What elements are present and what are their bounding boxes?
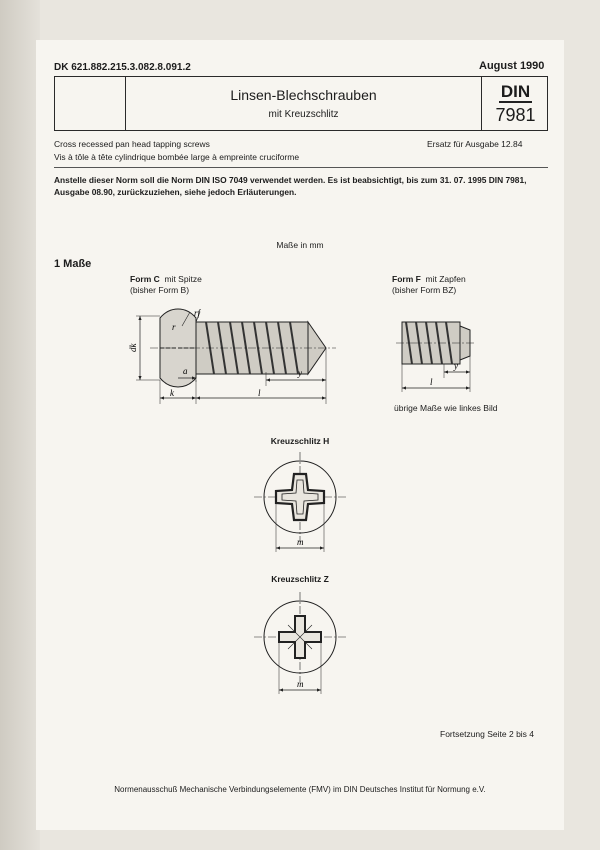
replacement-note: Ersatz für Ausgabe 12.84 bbox=[427, 139, 523, 149]
continuation-note: Fortsetzung Seite 2 bis 4 bbox=[440, 729, 535, 739]
dim-label-a: a bbox=[183, 366, 188, 376]
dim-label-r: r bbox=[172, 322, 176, 332]
units-note: Maße in mm bbox=[276, 240, 324, 250]
din-number: 7981 bbox=[495, 105, 536, 125]
document-title: Linsen-Blechschrauben bbox=[230, 87, 377, 103]
title-english: Cross recessed pan head tapping screws bbox=[54, 139, 210, 149]
dim-label-dk: dk bbox=[128, 343, 138, 352]
dim-label-l: l bbox=[258, 388, 261, 398]
recess-z-caption: Kreuzschlitz Z bbox=[271, 574, 329, 584]
form-c-previous: (bisher Form B) bbox=[130, 285, 190, 295]
udc-number: DK 621.882.215.3.082.8.091.2 bbox=[54, 62, 191, 73]
document-subtitle: mit Kreuzschlitz bbox=[268, 109, 339, 120]
form-f-previous: (bisher Form BZ) bbox=[392, 285, 457, 295]
form-f-dim-label-y: y bbox=[454, 361, 458, 371]
dim-label-rf: rf bbox=[194, 308, 201, 318]
form-f-screw-drawing bbox=[396, 322, 476, 392]
other-dimensions-note: übrige Maße wie linkes Bild bbox=[394, 403, 498, 413]
din-label: DIN bbox=[500, 82, 531, 101]
form-f-caption: Form F mit Zapfen bbox=[392, 274, 466, 284]
form-f-dim-label-l: l bbox=[430, 377, 433, 387]
recess-h-dim-label-m: m bbox=[297, 537, 304, 547]
section-heading: 1 Maße bbox=[54, 258, 92, 270]
issue-date: August 1990 bbox=[479, 60, 545, 72]
recess-h-caption: Kreuzschlitz H bbox=[270, 436, 330, 446]
recess-z-dim-label-m: m bbox=[297, 679, 304, 689]
dim-label-k: k bbox=[170, 388, 174, 398]
form-c-caption: Form C mit Spitze bbox=[130, 274, 202, 284]
dim-label-y: y bbox=[298, 368, 302, 378]
title-french: Vis à tôle à tête cylindrique bombée large à empreinte cruciforme bbox=[54, 152, 300, 162]
form-c-screw-drawing bbox=[136, 309, 336, 404]
withdrawal-note: Anstelle dieser Norm soll die Norm DIN ISO 7049 verwendet werden. Es ist beabsichtigt, bis zum 31. 07. 1995 DIN 7981, Ausgabe 08.90, zurückzuziehen, siehe jedoch Erläuterungen. bbox=[54, 175, 527, 197]
footer-committee: Normenausschuß Mechanische Verbindungselemente (FMV) im DIN Deutsches Institut für Normung e.V. bbox=[114, 785, 486, 794]
